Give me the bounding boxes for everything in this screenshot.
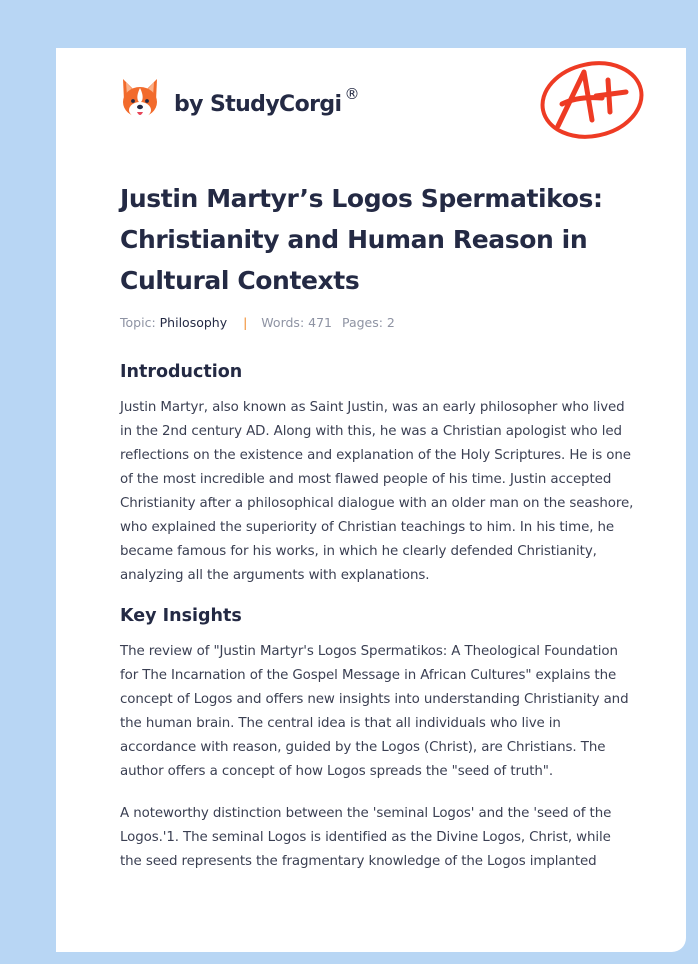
paragraph-key-insights-1: The review of "Justin Martyr's Logos Spermatikos: A Theological Foundation for The Incarnation of the Gospel Message in African Cultures" explains the concept of Logos and offers new insights into understanding Christianity and the human brain. The central idea is that all individuals who live in accordance with reason, guided by the Logos (Christ), are Christians. The author offers a concept of how Logos spreads the "seed of truth". bbox=[120, 644, 629, 779]
section-heading-introduction: Introduction bbox=[120, 362, 243, 382]
brand-name-text: by StudyCorgi bbox=[174, 91, 342, 117]
paragraph-key-insights-2: A noteworthy distinction between the 'seminal Logos' and the 'seed of the Logos.'1. The seminal Logos is identified as the Divine Logos, Christ, while the seed represents the fragmentary knowledge of the Logos implanted bbox=[120, 806, 612, 869]
meta-separator: | bbox=[243, 315, 248, 330]
section-heading-key-insights: Key Insights bbox=[120, 606, 242, 626]
paragraph-introduction: Justin Martyr, also known as Saint Justin, was an early philosopher who lived in the 2nd century AD. Along with this, he was a Christian apologist who led reflections on the existence and explanation of the Holy Scriptures. He is one of the most incredible and most flawed people of his time. Justin accepted Christianity after a philosophical dialogue with an older man on the seashore, who explained the superiority of Christian teachings to him. In his time, he became famous for his works, in which he clearly defended Christianity, analyzing all the arguments with explanations. bbox=[120, 400, 634, 583]
word-count: Words: 471 bbox=[261, 315, 332, 330]
a-plus-grade-icon bbox=[536, 58, 646, 140]
document-card bbox=[56, 48, 686, 952]
page-count: Pages: 2 bbox=[341, 315, 395, 330]
page-title: Justin Martyr’s Logos Spermatikos: Christianity and Human Reason in Cultural Contexts bbox=[120, 184, 603, 295]
studycorgi-logo[interactable] bbox=[120, 76, 359, 122]
topic-label: Topic: bbox=[120, 315, 156, 330]
article-meta bbox=[120, 314, 636, 332]
registered-mark: ® bbox=[344, 84, 359, 103]
corgi-icon bbox=[120, 77, 160, 121]
brand-name bbox=[174, 84, 359, 117]
topic-link[interactable]: Philosophy bbox=[159, 315, 228, 330]
article bbox=[120, 178, 636, 874]
